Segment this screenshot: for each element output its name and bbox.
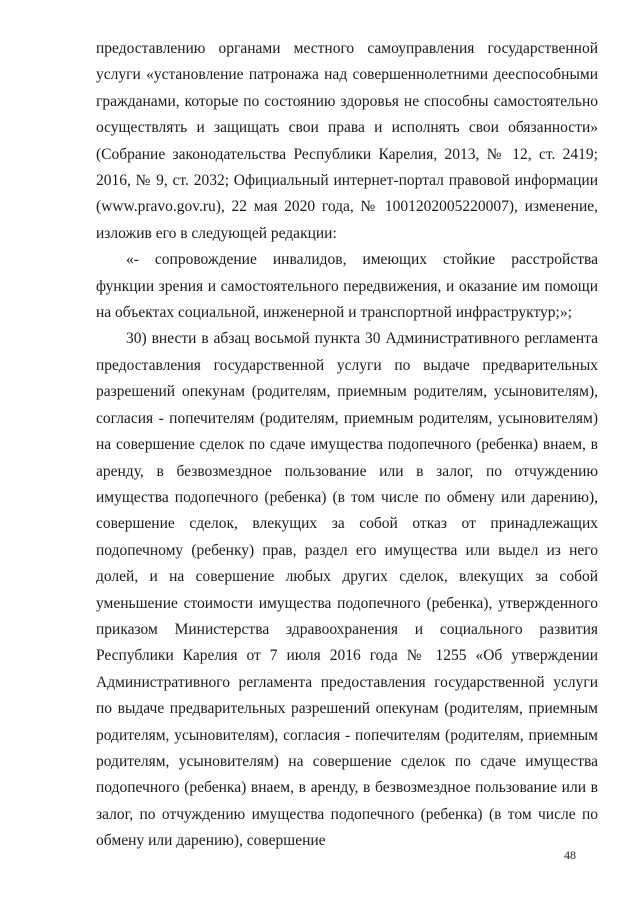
paragraph-continuation: предоставлению органами местного самоуправления государственной услуги «установление патронажа над совершеннолетними дееспособными гражданами, которые по состоянию здоровья не способны самостоятельно осуществлять и защищать свои права и исполнять свои обязанности» (Собрание законодательства Республики Карелия, 2013, № 12, ст. 2419; 2016, № 9, ст. 2032; Официальный интернет-портал правовой информации (www.pravo.gov.ru), 22 мая 2020 года, № 1001202005220007), изменение, изложив его в следующей редакции:	[96, 40, 598, 242]
document-body	[96, 36, 598, 855]
paragraph-item-30: 30) внести в абзац восьмой пункта 30 Административного регламента предоставления государственной услуги по выдаче предварительных разрешений опекунам (родителям, приемным родителям, усыновителям), согласия - попечителям (родителям, приемным родителям, усыновителям) на совершение сделок по сдаче имущества подопечного (ребенка) внаем, в аренду, в безвозмездное пользование или в залог, по отчуждению имущества подопечного (ребенка) (в том числе по обмену или дарению), совершение сделок, влекущих за собой отказ от принадлежащих подопечному (ребенку) прав, раздел его имущества или выдел из него долей, и на совершение любых других сделок, влекущих за собой уменьшение стоимости имущества подопечного (ребенка), утвержденного приказом Министерства здравоохранения и социального развития Республики Карелия от 7 июля 2016 года № 1255 «Об утверждении Административного регламента предоставления государственной услуги по выдаче предварительных разрешений опекунам (родителям, приемным родителям, усыновителям), согласия - попечителям (родителям, приемным родителям, усыновителям) на совершение сделок по сдаче имущества подопечного (ребенка) внаем, в аренду, в безвозмездное пользование или в залог, по отчуждению имущества подопечного (ребенка) (в том числе по обмену или дарению), совершение	[96, 330, 598, 850]
paragraph-quoted-amendment: «- сопровождение инвалидов, имеющих стойкие расстройства функции зрения и самостоятельного передвижения, и оказание им помощи на объектах социальной, инженерной и транспортной инфраструктур;»;	[96, 251, 598, 322]
page-number: 48	[564, 848, 576, 862]
